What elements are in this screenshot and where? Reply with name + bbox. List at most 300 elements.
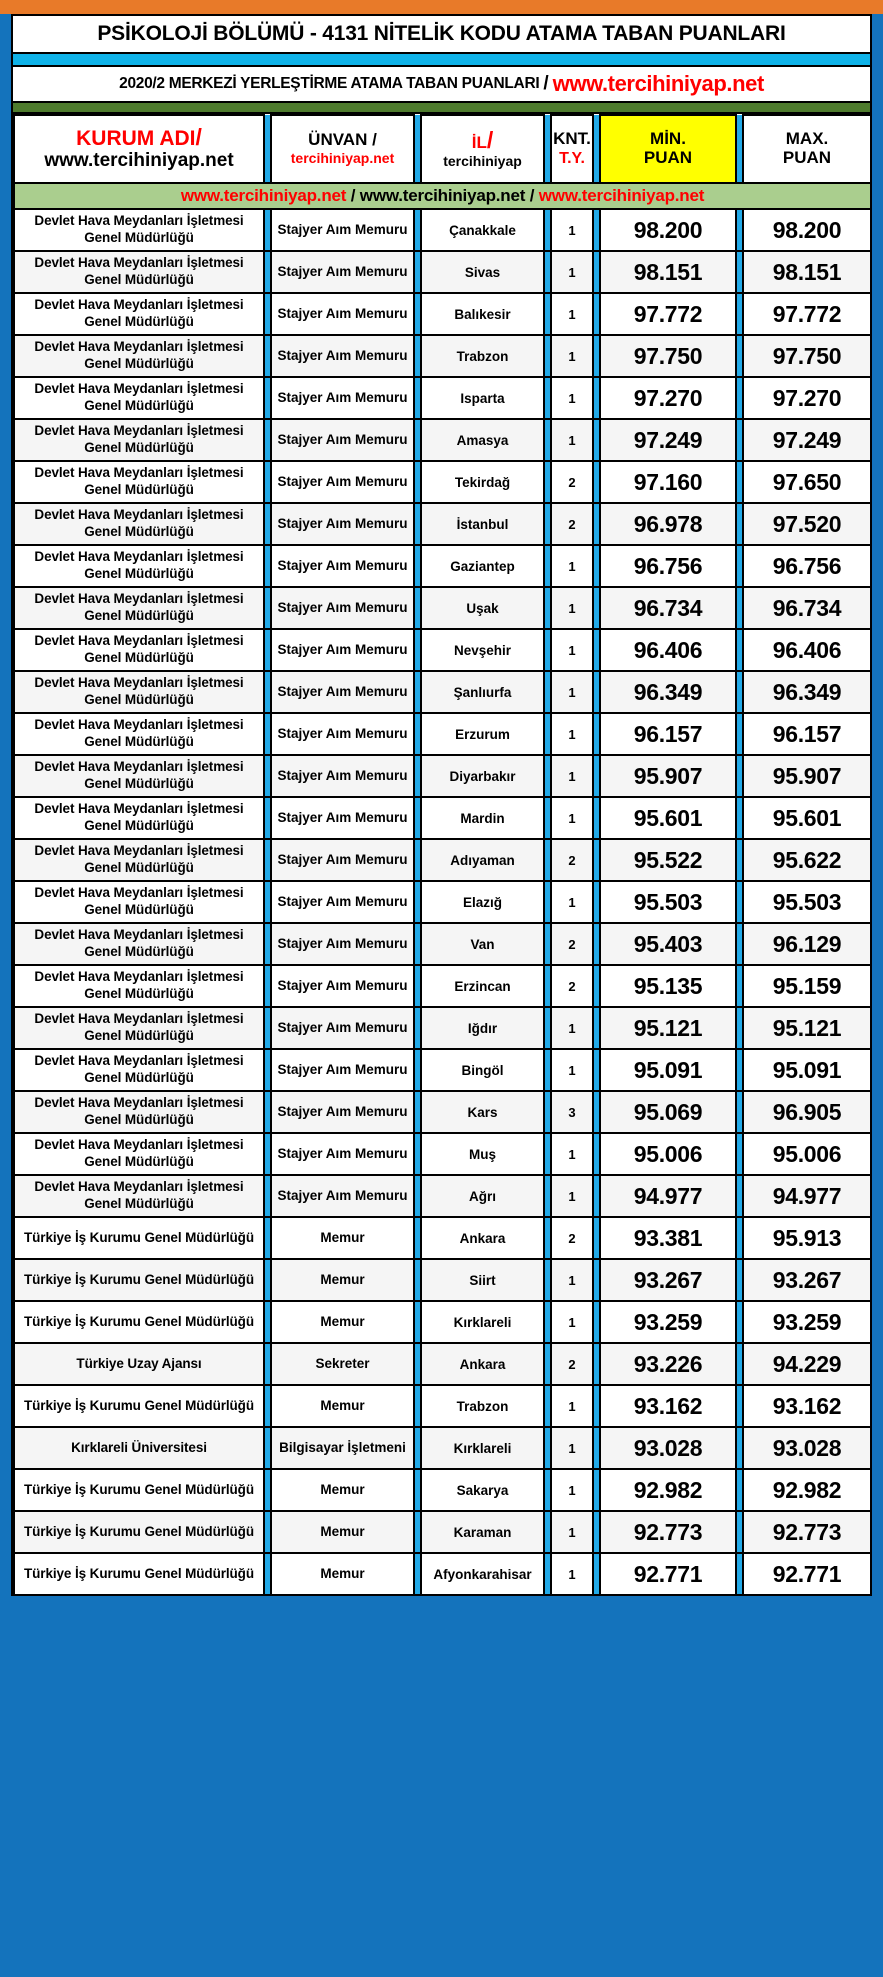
col-separator-5	[736, 587, 743, 629]
table-row[interactable]	[14, 1133, 871, 1175]
col-separator-3	[544, 755, 551, 797]
cell-kontenjan: 1	[551, 209, 593, 251]
cell-max-puan: 95.503	[743, 881, 871, 923]
cell-kontenjan: 2	[551, 1217, 593, 1259]
col-separator-4	[593, 713, 600, 755]
col-separator-4	[593, 1091, 600, 1133]
table-row[interactable]	[14, 1091, 871, 1133]
cell-il: Amasya	[421, 419, 544, 461]
cell-il: Trabzon	[421, 335, 544, 377]
col-separator-4	[593, 1175, 600, 1217]
cell-unvan: Bilgisayar İşletmeni	[271, 1427, 414, 1469]
col-separator-4	[593, 1385, 600, 1427]
col-separator-3	[544, 1007, 551, 1049]
col-separator-3	[544, 1217, 551, 1259]
cell-kurum-adi: Devlet Hava Meydanları İşletmesi Genel Müdürlüğü	[14, 1175, 264, 1217]
cell-max-puan: 95.913	[743, 1217, 871, 1259]
col-separator-5	[736, 1427, 743, 1469]
cell-max-puan: 97.750	[743, 335, 871, 377]
col-separator-3	[544, 1385, 551, 1427]
col-separator-1	[264, 881, 271, 923]
cell-il: Muş	[421, 1133, 544, 1175]
cell-unvan: Stajyer Aım Memuru	[271, 545, 414, 587]
col-separator-3	[544, 629, 551, 671]
cell-kontenjan: 1	[551, 1175, 593, 1217]
cell-kurum-adi: Devlet Hava Meydanları İşletmesi Genel Müdürlüğü	[14, 419, 264, 461]
cell-kurum-adi: Türkiye İş Kurumu Genel Müdürlüğü	[14, 1553, 264, 1595]
cell-max-puan: 95.091	[743, 1049, 871, 1091]
table-row[interactable]	[14, 377, 871, 419]
col-separator-5	[736, 545, 743, 587]
table-row[interactable]	[14, 1175, 871, 1217]
cell-min-puan: 96.756	[600, 545, 736, 587]
cell-kontenjan: 1	[551, 545, 593, 587]
cell-min-puan: 92.771	[600, 1553, 736, 1595]
col-separator-5	[736, 461, 743, 503]
cell-kurum-adi: Devlet Hava Meydanları İşletmesi Genel Müdürlüğü	[14, 797, 264, 839]
table-row[interactable]	[14, 545, 871, 587]
cell-il: Mardin	[421, 797, 544, 839]
cell-unvan: Memur	[271, 1553, 414, 1595]
cell-unvan: Sekreter	[271, 1343, 414, 1385]
cell-unvan: Memur	[271, 1301, 414, 1343]
cell-kontenjan: 2	[551, 461, 593, 503]
subtitle-bar	[13, 67, 870, 103]
cell-min-puan: 97.772	[600, 293, 736, 335]
col-separator-2	[414, 335, 421, 377]
table-row[interactable]	[14, 461, 871, 503]
col-separator-2	[414, 1259, 421, 1301]
cell-il: Karaman	[421, 1511, 544, 1553]
cell-unvan: Stajyer Aım Memuru	[271, 1049, 414, 1091]
cell-unvan: Stajyer Aım Memuru	[271, 965, 414, 1007]
col-separator-5	[736, 671, 743, 713]
cell-il: Ankara	[421, 1343, 544, 1385]
col-separator-3	[544, 1427, 551, 1469]
col-separator-2	[414, 419, 421, 461]
col-separator-4	[593, 965, 600, 1007]
col-separator-3	[544, 115, 551, 183]
col-separator-5	[736, 377, 743, 419]
table-row[interactable]	[14, 1301, 871, 1343]
table-row[interactable]	[14, 881, 871, 923]
col-separator-2	[414, 713, 421, 755]
cell-kurum-adi: Devlet Hava Meydanları İşletmesi Genel Müdürlüğü	[14, 1091, 264, 1133]
col-separator-2	[414, 545, 421, 587]
col-separator-1	[264, 1007, 271, 1049]
col-separator-4	[593, 251, 600, 293]
col-separator-2	[414, 881, 421, 923]
col-separator-2	[414, 503, 421, 545]
col-separator-2	[414, 115, 421, 183]
col-separator-1	[264, 1259, 271, 1301]
table-row[interactable]	[14, 1511, 871, 1553]
cell-unvan: Memur	[271, 1217, 414, 1259]
col-separator-4	[593, 797, 600, 839]
cell-il: Kırklareli	[421, 1301, 544, 1343]
cell-unvan: Stajyer Aım Memuru	[271, 293, 414, 335]
cell-max-puan: 97.650	[743, 461, 871, 503]
cell-unvan: Stajyer Aım Memuru	[271, 377, 414, 419]
cell-il: Ağrı	[421, 1175, 544, 1217]
table-row[interactable]	[14, 251, 871, 293]
cell-kurum-adi: Türkiye Uzay Ajansı	[14, 1343, 264, 1385]
cell-min-puan: 97.270	[600, 377, 736, 419]
cell-kurum-adi: Devlet Hava Meydanları İşletmesi Genel Müdürlüğü	[14, 629, 264, 671]
cell-kontenjan: 1	[551, 671, 593, 713]
cell-kontenjan: 2	[551, 1343, 593, 1385]
col-separator-1	[264, 1553, 271, 1595]
cell-unvan: Stajyer Aım Memuru	[271, 839, 414, 881]
cell-min-puan: 96.978	[600, 503, 736, 545]
cell-kontenjan: 1	[551, 1553, 593, 1595]
cell-unvan: Stajyer Aım Memuru	[271, 671, 414, 713]
table-row[interactable]	[14, 503, 871, 545]
col-separator-5	[736, 1175, 743, 1217]
cell-min-puan: 92.982	[600, 1469, 736, 1511]
table-row[interactable]	[14, 209, 871, 251]
col-separator-4	[593, 115, 600, 183]
cell-unvan: Stajyer Aım Memuru	[271, 881, 414, 923]
cell-max-puan: 94.229	[743, 1343, 871, 1385]
cell-il: Diyarbakır	[421, 755, 544, 797]
col-separator-3	[544, 503, 551, 545]
kurum-header-url: www.tercihiniyap.net	[44, 150, 234, 172]
cell-kurum-adi: Devlet Hava Meydanları İşletmesi Genel Müdürlüğü	[14, 377, 264, 419]
col-separator-1	[264, 1133, 271, 1175]
col-separator-2	[414, 1175, 421, 1217]
col-separator-3	[544, 1175, 551, 1217]
col-separator-1	[264, 293, 271, 335]
col-separator-1	[264, 965, 271, 1007]
cell-min-puan: 95.503	[600, 881, 736, 923]
col-separator-1	[264, 1049, 271, 1091]
cell-kurum-adi: Türkiye İş Kurumu Genel Müdürlüğü	[14, 1469, 264, 1511]
col-separator-4	[593, 1007, 600, 1049]
col-separator-3	[544, 1133, 551, 1175]
col-separator-2	[414, 1469, 421, 1511]
col-separator-5	[736, 1511, 743, 1553]
cell-unvan: Memur	[271, 1259, 414, 1301]
cell-il: Kırklareli	[421, 1427, 544, 1469]
cell-kontenjan: 1	[551, 419, 593, 461]
col-separator-2	[414, 839, 421, 881]
col-separator-4	[593, 1259, 600, 1301]
col-separator-4	[593, 1133, 600, 1175]
cyan-divider	[13, 54, 870, 67]
cell-min-puan: 97.249	[600, 419, 736, 461]
col-separator-3	[544, 923, 551, 965]
cell-il: Sakarya	[421, 1469, 544, 1511]
sheet-container	[11, 14, 872, 1596]
col-separator-2	[414, 797, 421, 839]
cell-kurum-adi: Devlet Hava Meydanları İşletmesi Genel Müdürlüğü	[14, 755, 264, 797]
col-separator-4	[593, 1511, 600, 1553]
cell-max-puan: 98.151	[743, 251, 871, 293]
cell-max-puan: 95.121	[743, 1007, 871, 1049]
cell-max-puan: 95.601	[743, 797, 871, 839]
cell-max-puan: 95.622	[743, 839, 871, 881]
cell-kurum-adi: Devlet Hava Meydanları İşletmesi Genel Müdürlüğü	[14, 545, 264, 587]
col-separator-5	[736, 1385, 743, 1427]
cell-kurum-adi: Devlet Hava Meydanları İşletmesi Genel Müdürlüğü	[14, 1049, 264, 1091]
col-separator-5	[736, 1217, 743, 1259]
col-separator-1	[264, 1343, 271, 1385]
table-row[interactable]	[14, 1469, 871, 1511]
col-separator-1	[264, 629, 271, 671]
table-row[interactable]	[14, 713, 871, 755]
col-separator-1	[264, 797, 271, 839]
cell-unvan: Stajyer Aım Memuru	[271, 797, 414, 839]
cell-min-puan: 98.200	[600, 209, 736, 251]
min-header-sub: PUAN	[643, 148, 693, 167]
col-separator-3	[544, 1553, 551, 1595]
col-separator-5	[736, 1049, 743, 1091]
col-separator-1	[264, 1217, 271, 1259]
table-row[interactable]	[14, 1385, 871, 1427]
col-separator-3	[544, 1469, 551, 1511]
col-separator-3	[544, 377, 551, 419]
cell-unvan: Stajyer Aım Memuru	[271, 335, 414, 377]
col-separator-1	[264, 1091, 271, 1133]
col-separator-2	[414, 1553, 421, 1595]
cell-il: Nevşehir	[421, 629, 544, 671]
url-banner-part3: www.tercihiniyap.net	[538, 186, 705, 205]
cell-kontenjan: 2	[551, 923, 593, 965]
col-separator-3	[544, 671, 551, 713]
cell-unvan: Stajyer Aım Memuru	[271, 629, 414, 671]
cell-max-puan: 98.200	[743, 209, 871, 251]
table-row[interactable]	[14, 1427, 871, 1469]
cell-unvan: Stajyer Aım Memuru	[271, 755, 414, 797]
cell-il: Trabzon	[421, 1385, 544, 1427]
col-separator-5	[736, 419, 743, 461]
col-separator-4	[593, 209, 600, 251]
kurum-header-label: KURUM ADI	[76, 126, 196, 150]
cell-max-puan: 96.157	[743, 713, 871, 755]
cell-kurum-adi: Devlet Hava Meydanları İşletmesi Genel Müdürlüğü	[14, 965, 264, 1007]
page-title: PSİKOLOJİ BÖLÜMÜ - 4131 NİTELİK KODU ATAMA TABAN PUANLARI	[13, 14, 870, 54]
cell-kurum-adi: Türkiye İş Kurumu Genel Müdürlüğü	[14, 1385, 264, 1427]
col-separator-1	[264, 1385, 271, 1427]
col-separator-4	[593, 1469, 600, 1511]
cell-kurum-adi: Devlet Hava Meydanları İşletmesi Genel Müdürlüğü	[14, 251, 264, 293]
min-header-label: MİN.	[650, 129, 686, 149]
cell-kontenjan: 1	[551, 1469, 593, 1511]
col-separator-5	[736, 629, 743, 671]
table-row[interactable]	[14, 755, 871, 797]
cell-kurum-adi: Devlet Hava Meydanları İşletmesi Genel Müdürlüğü	[14, 461, 264, 503]
col-separator-1	[264, 923, 271, 965]
cell-unvan: Stajyer Aım Memuru	[271, 503, 414, 545]
cell-min-puan: 97.750	[600, 335, 736, 377]
table-row[interactable]	[14, 1217, 871, 1259]
col-separator-1	[264, 1175, 271, 1217]
url-banner-sep1: /	[346, 186, 360, 205]
col-separator-5	[736, 797, 743, 839]
column-header-il[interactable]	[421, 115, 544, 183]
cell-kontenjan: 1	[551, 881, 593, 923]
col-separator-2	[414, 923, 421, 965]
subtitle-website-link[interactable]: www.tercihiniyap.net	[552, 71, 764, 96]
cell-kontenjan: 1	[551, 377, 593, 419]
cell-kontenjan: 1	[551, 1133, 593, 1175]
col-separator-4	[593, 293, 600, 335]
column-header-min-puan[interactable]	[600, 115, 736, 183]
table-row[interactable]	[14, 335, 871, 377]
cell-min-puan: 93.267	[600, 1259, 736, 1301]
cell-min-puan: 93.028	[600, 1427, 736, 1469]
col-separator-1	[264, 1301, 271, 1343]
col-separator-4	[593, 377, 600, 419]
cell-il: Bingöl	[421, 1049, 544, 1091]
cell-max-puan: 92.771	[743, 1553, 871, 1595]
col-separator-1	[264, 755, 271, 797]
col-separator-2	[414, 1007, 421, 1049]
table-row[interactable]	[14, 293, 871, 335]
col-separator-2	[414, 1091, 421, 1133]
cell-kontenjan: 1	[551, 1049, 593, 1091]
cell-kontenjan: 1	[551, 629, 593, 671]
cell-max-puan: 97.772	[743, 293, 871, 335]
col-separator-5	[736, 335, 743, 377]
column-header-kurum[interactable]	[14, 115, 264, 183]
col-separator-3	[544, 1301, 551, 1343]
col-separator-4	[593, 335, 600, 377]
max-header-sub: PUAN	[782, 148, 832, 167]
column-header-max-puan[interactable]	[743, 115, 871, 183]
table-row[interactable]	[14, 587, 871, 629]
cell-kurum-adi: Devlet Hava Meydanları İşletmesi Genel Müdürlüğü	[14, 881, 264, 923]
col-separator-3	[544, 965, 551, 1007]
table-row[interactable]	[14, 1259, 871, 1301]
col-separator-2	[414, 629, 421, 671]
cell-kontenjan: 1	[551, 713, 593, 755]
col-separator-5	[736, 1091, 743, 1133]
col-separator-2	[414, 461, 421, 503]
table-row[interactable]	[14, 797, 871, 839]
col-separator-2	[414, 1427, 421, 1469]
col-separator-1	[264, 587, 271, 629]
col-separator-5	[736, 839, 743, 881]
col-separator-5	[736, 713, 743, 755]
table-row[interactable]	[14, 1553, 871, 1595]
cell-kontenjan: 1	[551, 587, 593, 629]
col-separator-4	[593, 1427, 600, 1469]
table-row[interactable]	[14, 419, 871, 461]
table-row[interactable]	[14, 965, 871, 1007]
url-banner[interactable]	[14, 183, 871, 209]
col-separator-1	[264, 839, 271, 881]
col-separator-5	[736, 1133, 743, 1175]
cell-max-puan: 97.520	[743, 503, 871, 545]
cell-min-puan: 95.601	[600, 797, 736, 839]
cell-unvan: Stajyer Aım Memuru	[271, 1133, 414, 1175]
col-separator-2	[414, 1049, 421, 1091]
table-row[interactable]	[14, 629, 871, 671]
cell-min-puan: 94.977	[600, 1175, 736, 1217]
col-separator-4	[593, 1049, 600, 1091]
cell-min-puan: 96.349	[600, 671, 736, 713]
cell-il: Van	[421, 923, 544, 965]
cell-il: Şanlıurfa	[421, 671, 544, 713]
col-separator-2	[414, 209, 421, 251]
column-header-unvan[interactable]	[271, 115, 414, 183]
cell-kontenjan: 3	[551, 1091, 593, 1133]
col-separator-2	[414, 377, 421, 419]
col-separator-2	[414, 251, 421, 293]
cell-min-puan: 92.773	[600, 1511, 736, 1553]
col-separator-4	[593, 545, 600, 587]
col-separator-5	[736, 1301, 743, 1343]
cell-max-puan: 93.028	[743, 1427, 871, 1469]
cell-max-puan: 97.270	[743, 377, 871, 419]
cell-unvan: Stajyer Aım Memuru	[271, 923, 414, 965]
cell-il: Sivas	[421, 251, 544, 293]
cell-il: Kars	[421, 1091, 544, 1133]
cell-max-puan: 96.756	[743, 545, 871, 587]
table-row[interactable]	[14, 1049, 871, 1091]
cell-max-puan: 96.905	[743, 1091, 871, 1133]
cell-min-puan: 96.406	[600, 629, 736, 671]
col-separator-3	[544, 587, 551, 629]
table-row[interactable]	[14, 1343, 871, 1385]
col-separator-2	[414, 1301, 421, 1343]
blue-frame	[0, 14, 883, 1977]
col-separator-1	[264, 503, 271, 545]
cell-il: Siirt	[421, 1259, 544, 1301]
col-separator-4	[593, 629, 600, 671]
column-header-knt[interactable]	[551, 115, 593, 183]
cell-unvan: Memur	[271, 1385, 414, 1427]
cell-unvan: Stajyer Aım Memuru	[271, 1007, 414, 1049]
cell-kurum-adi: Devlet Hava Meydanları İşletmesi Genel Müdürlüğü	[14, 1007, 264, 1049]
cell-unvan: Stajyer Aım Memuru	[271, 419, 414, 461]
col-separator-1	[264, 1469, 271, 1511]
col-separator-5	[736, 1007, 743, 1049]
col-separator-1	[264, 377, 271, 419]
table-row[interactable]	[14, 923, 871, 965]
cell-unvan: Stajyer Aım Memuru	[271, 209, 414, 251]
col-separator-4	[593, 1217, 600, 1259]
col-separator-3	[544, 1259, 551, 1301]
cell-min-puan: 95.006	[600, 1133, 736, 1175]
cell-kurum-adi: Devlet Hava Meydanları İşletmesi Genel Müdürlüğü	[14, 839, 264, 881]
col-separator-5	[736, 965, 743, 1007]
cell-min-puan: 96.157	[600, 713, 736, 755]
cell-kurum-adi: Devlet Hava Meydanları İşletmesi Genel Müdürlüğü	[14, 335, 264, 377]
il-header-url: tercihiniyap	[443, 153, 522, 170]
il-header-slash: /	[486, 126, 494, 153]
cell-il: Gaziantep	[421, 545, 544, 587]
table-row[interactable]	[14, 839, 871, 881]
col-separator-3	[544, 713, 551, 755]
col-separator-3	[544, 293, 551, 335]
col-separator-3	[544, 251, 551, 293]
col-separator-1	[264, 461, 271, 503]
cell-kontenjan: 1	[551, 293, 593, 335]
col-separator-5	[736, 251, 743, 293]
table-row[interactable]	[14, 671, 871, 713]
col-separator-4	[593, 461, 600, 503]
cell-kontenjan: 1	[551, 1259, 593, 1301]
cell-unvan: Stajyer Aım Memuru	[271, 1091, 414, 1133]
table-row[interactable]	[14, 1007, 871, 1049]
cell-unvan: Stajyer Aım Memuru	[271, 587, 414, 629]
col-separator-4	[593, 419, 600, 461]
col-separator-1	[264, 1511, 271, 1553]
cell-unvan: Stajyer Aım Memuru	[271, 713, 414, 755]
